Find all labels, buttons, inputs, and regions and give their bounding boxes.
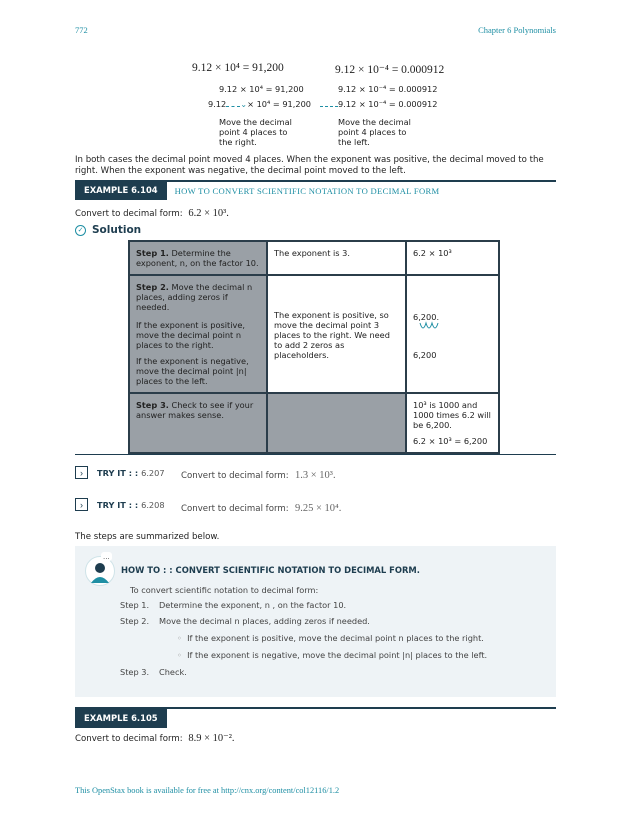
step2-right: 6,200. 6,200 <box>406 275 499 393</box>
footer-link[interactable]: This OpenStax book is available for free at http://cnx.org/content/col12116/1.2 <box>75 786 340 795</box>
intro-paragraph: In both cases the decimal point moved 4 places. When the exponent was positive, the decimal moved to the right. When the exponent was negative, the decimal point moved to the left. <box>75 155 544 176</box>
example-6-104-header <box>75 181 439 200</box>
how-to-bullet-2: ◦ If the exponent is negative, move the decimal point |n| places to the left. <box>177 650 488 660</box>
right-note: Move the decimal point 4 places to the left. <box>338 117 411 147</box>
how-to-step3-label: Step 3. <box>120 667 150 677</box>
example2-prompt: Convert to decimal form: 8.9 × 10⁻². <box>75 733 235 744</box>
speech-bubble-icon: ... <box>103 552 110 561</box>
chapter-title: Chapter 6 Polynomials <box>478 25 556 35</box>
example1-prompt: Convert to decimal form: 6.2 × 10³. <box>75 208 229 219</box>
try-it-1-prompt: Convert to decimal form: 1.3 × 10³. <box>181 470 336 481</box>
left-note: Move the decimal point 4 places to the right. <box>219 117 292 147</box>
table-row <box>129 393 499 453</box>
example-label: EXAMPLE 6.104 <box>75 181 167 200</box>
right-equation: 9.12 × 10⁻⁴ = 0.000912 <box>335 64 445 76</box>
try-it-divider <box>75 454 556 455</box>
how-to-intro: To convert scientific notation to decimal form: <box>130 585 319 595</box>
step1-right: 6.2 × 10³ <box>406 241 499 275</box>
step2-cell: Step 2. Move the decimal n places, adding zeros if needed. If the exponent is positive, move the decimal point n places to the right. If the exponent is negative, move the decimal point |n| places to the left. <box>129 275 267 393</box>
try-it-6-207[interactable]: › TRY IT : : 6.207 <box>75 466 165 479</box>
summary-text: The steps are summarized below. <box>75 532 220 542</box>
how-to-step1-label: Step 1. <box>120 600 150 610</box>
example-label: EXAMPLE 6.105 <box>75 709 167 728</box>
try-it-2-prompt: Convert to decimal form: 9.25 × 10⁴. <box>181 503 342 514</box>
try-it-6-208[interactable]: › TRY IT : : 6.208 <box>75 498 165 511</box>
example-6-105-header <box>75 708 167 728</box>
step3-cell: Step 3. Check to see if your answer makes sense. <box>129 393 267 453</box>
example-title: HOW TO CONVERT SCIENTIFIC NOTATION TO DECIMAL FORM <box>174 185 440 196</box>
how-to-step3-text: Check. <box>159 667 187 677</box>
page-number: 772 <box>75 25 88 35</box>
right-line1: 9.12 × 10⁻⁴ = 0.000912 <box>338 84 438 94</box>
left-line1: 9.12 × 10⁴ = 91,200 <box>219 84 304 94</box>
how-to-title: HOW TO : : CONVERT SCIENTIFIC NOTATION TO DECIMAL FORM. <box>121 565 420 575</box>
chevron-right-icon[interactable]: › <box>75 498 88 511</box>
table-row <box>129 241 499 275</box>
left-line2: 9.12 ⌄× 10⁴ = 91,200 <box>208 99 311 109</box>
how-to-step2-label: Step 2. <box>120 616 150 626</box>
step1-cell: Step 1. Determine the exponent, n, on the factor 10. <box>129 241 267 275</box>
step3-right: 10³ is 1000 and 1000 times 6.2 will be 6,200. 6.2 × 10³ = 6,200 <box>406 393 499 453</box>
step1-middle: The exponent is 3. <box>267 241 406 275</box>
how-to-step2-text: Move the decimal n places, adding zeros if needed. <box>159 616 370 626</box>
right-line2: 9.12 × 10⁻⁴ = 0.000912 <box>320 99 437 109</box>
step2-middle: The exponent is positive, so move the decimal point 3 places to the right. We need to add 2 zeros as placeholders. <box>267 275 406 393</box>
how-to-step1-text: Determine the exponent, n , on the factor 10. <box>159 600 347 610</box>
how-to-box <box>75 546 556 697</box>
how-to-bullet-1: ◦ If the exponent is positive, move the decimal point n places to the right. <box>177 633 484 643</box>
table-row <box>129 275 499 393</box>
step3-middle <box>267 393 406 453</box>
decimal-move-arrows-icon <box>419 321 443 333</box>
left-equation: 9.12 × 10⁴ = 91,200 <box>192 62 284 74</box>
steps-table <box>128 240 500 454</box>
chevron-right-icon[interactable]: › <box>75 466 88 479</box>
check-circle-icon: ✓ <box>75 225 86 236</box>
solution-heading: ✓ Solution <box>75 224 141 236</box>
